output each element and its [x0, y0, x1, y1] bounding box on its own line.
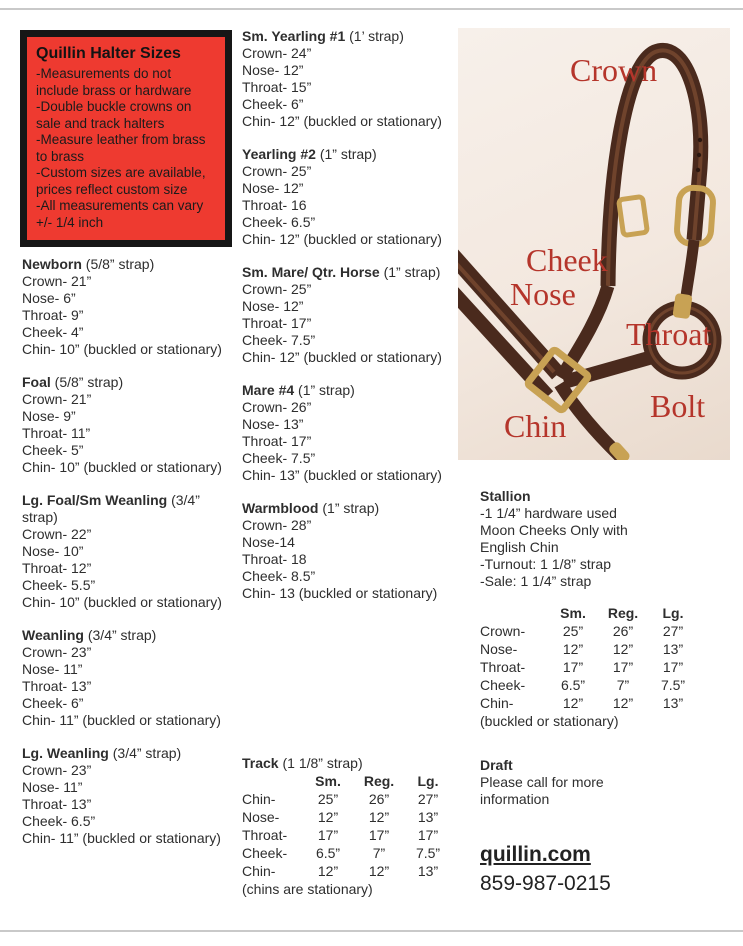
size-section-title: Foal (5/8” strap) — [22, 374, 124, 390]
note-line: -Custom sizes are available, prices reflect custom size — [36, 165, 206, 197]
size-line: Cheek- 6.5” — [242, 214, 316, 230]
table-cell: 12” — [612, 695, 634, 711]
size-line: Chin- 11” (buckled or stationary) — [22, 712, 221, 728]
size-line: Nose- 10” — [22, 543, 84, 559]
crown-hole — [696, 168, 700, 172]
table-cell: 7” — [616, 677, 630, 693]
table-row-label: Cheek- — [480, 677, 526, 693]
size-line: Throat- 17” — [242, 433, 312, 449]
table-row-label: Nose- — [242, 809, 280, 825]
size-line: Crown- 21” — [22, 391, 92, 407]
size-section — [242, 382, 454, 484]
size-line: Throat- 9” — [22, 307, 84, 323]
table-header-spacer — [480, 604, 548, 622]
table-cell: 13” — [417, 809, 439, 825]
table-cell: 7.5” — [660, 677, 686, 693]
table-row — [480, 694, 730, 712]
note-title: Quillin Halter Sizes — [36, 45, 181, 62]
table-header-cell: Sm. — [560, 605, 586, 621]
table-header-spacer — [242, 772, 302, 790]
size-section — [242, 146, 454, 248]
chin-label: Chin — [504, 408, 567, 444]
top-rule — [0, 8, 743, 10]
size-table — [480, 604, 730, 730]
size-section-title: Newborn (5/8” strap) — [22, 256, 155, 272]
table-cell: 17” — [612, 659, 634, 675]
table-cell: 27” — [417, 791, 439, 807]
crown-hole — [698, 138, 702, 142]
size-line: Cheek- 4” — [22, 324, 84, 340]
size-line: Crown- 22” — [22, 526, 92, 542]
size-section — [22, 374, 234, 476]
size-section-title: Yearling #2 (1” strap) — [242, 146, 377, 162]
size-line: Chin- 12” (buckled or stationary) — [242, 113, 442, 129]
note-line: -Double buckle crowns on sale and track halters — [36, 99, 192, 131]
table-cell: 7.5” — [415, 845, 441, 861]
size-line: Crown- 21” — [22, 273, 92, 289]
size-line: Nose- 12” — [242, 62, 304, 78]
draft-text: Please call for more information — [480, 774, 604, 807]
size-line: Cheek- 5.5” — [22, 577, 96, 593]
table-cell: 25” — [562, 623, 584, 639]
size-section-title: Lg. Weanling (3/4” strap) — [22, 745, 182, 761]
table-header-cell: Lg. — [417, 773, 439, 789]
crown-hole — [697, 153, 701, 157]
table-cell: 13” — [662, 695, 684, 711]
size-line: Throat- 13” — [22, 678, 92, 694]
size-line: Nose- 11” — [22, 661, 83, 677]
table-cell: 12” — [317, 809, 339, 825]
size-line: Chin- 10” (buckled or stationary) — [22, 341, 222, 357]
size-section-title: Mare #4 (1” strap) — [242, 382, 355, 398]
size-line: Cheek- 5” — [22, 442, 84, 458]
size-line: Throat- 13” — [22, 796, 92, 812]
track-title-text: Track — [242, 755, 279, 771]
size-line: Nose- 6” — [22, 290, 76, 306]
stallion-note-line: English Chin — [480, 539, 559, 555]
note-line: -Measurements do not include brass or hardware — [36, 66, 192, 98]
table-cell: 12” — [368, 809, 390, 825]
track-strap-text: (1 1/8” strap) — [278, 755, 363, 771]
size-section-title: Sm. Mare/ Qtr. Horse (1” strap) — [242, 264, 441, 280]
table-cell: 17” — [417, 827, 439, 843]
phone-number: 859-987-0215 — [480, 872, 611, 895]
table-cell: 7” — [372, 845, 386, 861]
size-line: Cheek- 6” — [242, 96, 304, 112]
table-cell: 26” — [612, 623, 634, 639]
size-section-title: Lg. Foal/Sm Weanling (3/4” strap) — [22, 492, 200, 525]
size-line: Chin- 12” (buckled or stationary) — [242, 349, 442, 365]
size-line: Chin- 13 (buckled or stationary) — [242, 585, 438, 601]
table-row-label: Cheek- — [242, 845, 288, 861]
size-section — [22, 492, 234, 611]
size-line: Chin- 10” (buckled or stationary) — [22, 459, 222, 475]
table-row-label: Throat- — [480, 659, 526, 675]
size-line: Cheek- 8.5” — [242, 568, 316, 584]
halter-photo — [458, 28, 730, 460]
size-line: Nose- 12” — [242, 298, 304, 314]
table-row — [242, 808, 457, 826]
size-section — [22, 256, 234, 358]
size-line: Chin- 11” (buckled or stationary) — [22, 830, 221, 846]
table-cell: 26” — [368, 791, 390, 807]
size-line: Crown- 23” — [22, 762, 92, 778]
table-cell: 12” — [368, 863, 390, 879]
table-cell: 17” — [662, 659, 684, 675]
size-line: Chin- 13” (buckled or stationary) — [242, 467, 442, 483]
table-row-label: Crown- — [480, 623, 526, 639]
size-line: Nose- 11” — [22, 779, 83, 795]
size-section — [242, 264, 454, 366]
size-line: Throat- 16 — [242, 197, 307, 213]
stallion-title-text: Stallion — [480, 488, 531, 504]
halter-sizes-note-box — [20, 30, 232, 247]
size-line: Cheek- 6.5” — [22, 813, 96, 829]
size-line: Throat- 15” — [242, 79, 312, 95]
size-line: Throat- 18 — [242, 551, 307, 567]
size-line: Chin- 12” (buckled or stationary) — [242, 231, 442, 247]
table-cell: 12” — [612, 641, 634, 657]
crown-label: Crown — [570, 52, 658, 88]
table-cell: 6.5” — [315, 845, 341, 861]
size-line: Crown- 25” — [242, 281, 312, 297]
table-cell: 12” — [317, 863, 339, 879]
size-column-middle — [242, 28, 454, 618]
throat-label: Throat — [626, 316, 712, 352]
stallion-title — [480, 488, 730, 505]
table-header-cell: Reg. — [607, 605, 639, 621]
table-row — [242, 862, 457, 880]
stallion-size-block — [480, 488, 730, 730]
size-section-title: Warmblood (1” strap) — [242, 500, 380, 516]
table-row — [480, 622, 730, 640]
size-section-title: Sm. Yearling #1 (1’ strap) — [242, 28, 404, 44]
table-cell: 13” — [417, 863, 439, 879]
bolt-label: Bolt — [650, 388, 706, 424]
size-line: Cheek- 7.5” — [242, 450, 316, 466]
table-footer: (buckled or stationary) — [480, 713, 619, 729]
size-line: Nose- 13” — [242, 416, 304, 432]
table-cell: 12” — [562, 695, 584, 711]
table-row — [480, 640, 730, 658]
bottom-rule — [0, 930, 743, 932]
cheek-label: Cheek — [526, 242, 608, 278]
size-line: Cheek- 6” — [22, 695, 84, 711]
table-row — [480, 676, 730, 694]
table-cell: 13” — [662, 641, 684, 657]
table-row-label: Throat- — [242, 827, 288, 843]
table-header-row — [480, 604, 730, 622]
size-table — [242, 772, 457, 898]
note-line: -All measurements can vary +/- 1/4 inch — [36, 198, 204, 230]
stallion-note-line: -Turnout: 1 1/8” strap — [480, 556, 611, 572]
table-row-label: Nose- — [480, 641, 518, 657]
table-row-label: Chin- — [480, 695, 514, 711]
size-line: Crown- 24” — [242, 45, 312, 61]
stallion-notes — [480, 505, 730, 590]
table-cell: 25” — [317, 791, 339, 807]
table-cell: 17” — [368, 827, 390, 843]
table-cell: 6.5” — [560, 677, 586, 693]
table-header-cell: Reg. — [363, 773, 395, 789]
stallion-note-line: Moon Cheeks Only with — [480, 522, 628, 538]
note-lines — [36, 66, 216, 231]
website-link[interactable]: quillin.com — [480, 843, 591, 866]
throat-strap — [685, 240, 694, 304]
size-line: Throat- 11” — [22, 425, 91, 441]
stallion-note-line: -Sale: 1 1/4” strap — [480, 573, 592, 589]
table-row-label: Chin- — [242, 863, 276, 879]
table-cell: 17” — [317, 827, 339, 843]
size-section-title: Weanling (3/4” strap) — [22, 627, 157, 643]
stallion-note-line: -1 1/4” hardware used — [480, 505, 617, 521]
draft-block — [480, 757, 640, 808]
table-row-label: Chin- — [242, 791, 276, 807]
table-row — [242, 826, 457, 844]
table-row — [242, 844, 457, 862]
table-cell: 17” — [562, 659, 584, 675]
table-row — [480, 658, 730, 676]
size-section — [242, 28, 454, 130]
size-section — [242, 500, 454, 602]
size-line: Nose- 12” — [242, 180, 304, 196]
size-line: Nose-14 — [242, 534, 295, 550]
size-section — [22, 627, 234, 729]
table-header-row — [242, 772, 457, 790]
draft-title: Draft — [480, 757, 513, 773]
size-line: Chin- 10” (buckled or stationary) — [22, 594, 222, 610]
table-header-cell: Sm. — [315, 773, 341, 789]
table-cell: 27” — [662, 623, 684, 639]
size-section — [22, 745, 234, 847]
size-line: Nose- 9” — [22, 408, 76, 424]
track-size-block — [242, 755, 457, 898]
note-line: -Measure leather from brass to brass — [36, 132, 206, 164]
table-header-cell: Lg. — [662, 605, 684, 621]
cheek-buckle — [619, 197, 648, 236]
size-column-left — [22, 256, 234, 863]
size-line: Crown- 26” — [242, 399, 312, 415]
nose-label: Nose — [510, 276, 576, 312]
size-line: Throat- 12” — [22, 560, 92, 576]
size-line: Crown- 28” — [242, 517, 312, 533]
size-line: Crown- 23” — [22, 644, 92, 660]
track-title — [242, 755, 457, 772]
table-footer: (chins are stationary) — [242, 881, 373, 897]
size-line: Throat- 17” — [242, 315, 312, 331]
table-row — [242, 790, 457, 808]
table-cell: 12” — [562, 641, 584, 657]
size-line: Crown- 25” — [242, 163, 312, 179]
size-line: Cheek- 7.5” — [242, 332, 316, 348]
